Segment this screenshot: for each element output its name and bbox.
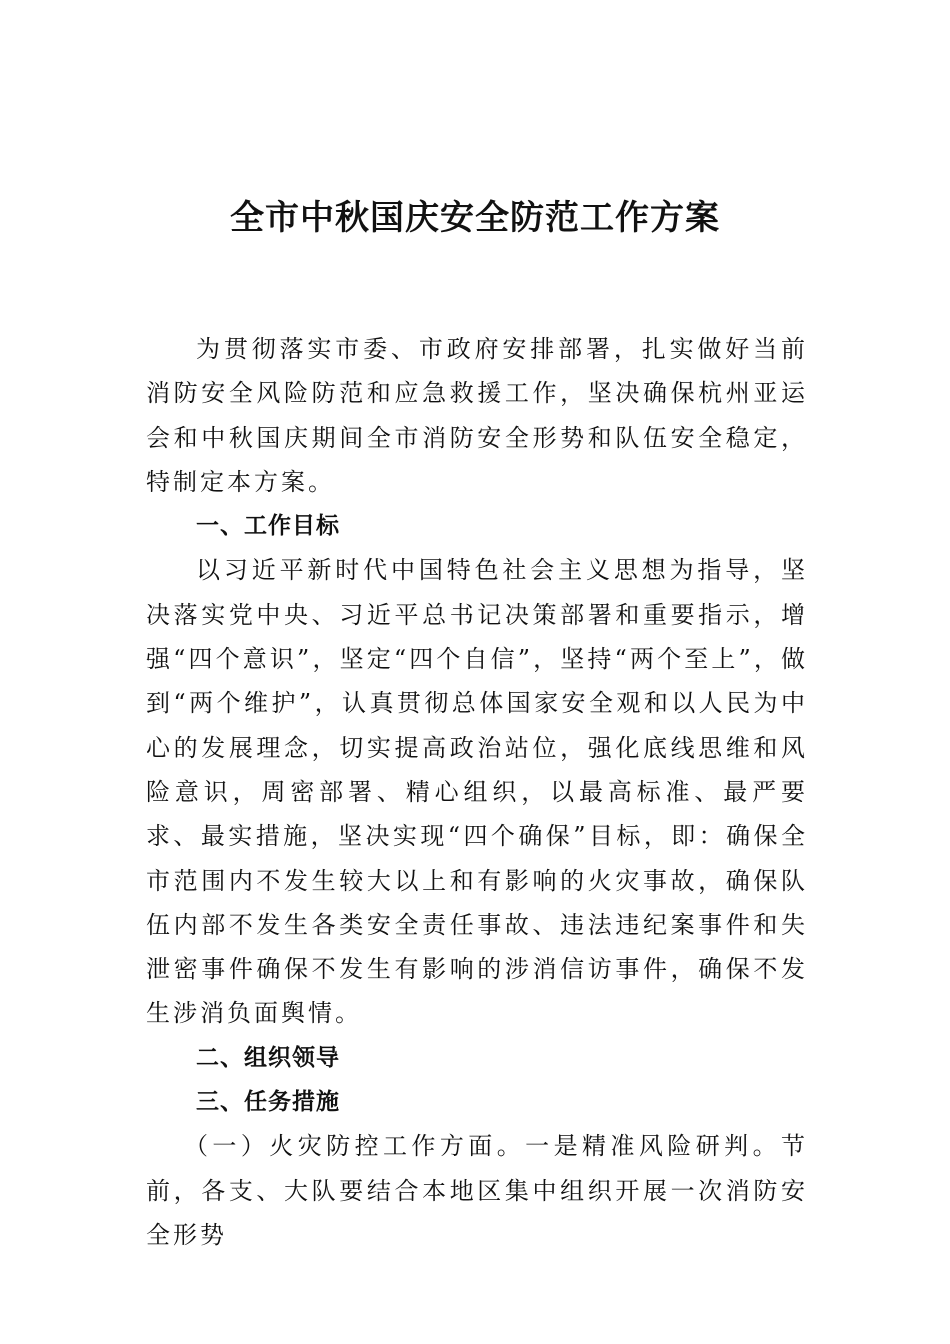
measures-paragraph: （一）火灾防控工作方面。一是精准风险研判。节前，各支、大队要结合本地区集中组织开展一次消防安全形势: [146, 1132, 808, 1249]
section-heading-organization: 二、组织领导: [196, 1044, 340, 1071]
document-body: [146, 327, 808, 1257]
goals-paragraph: 以习近平新时代中国特色社会主义思想为指导，坚决落实党中央、习近平总书记决策部署和重要指示，增强“四个意识”，坚定“四个自信”，坚持“两个至上”，做到“两个维护”，认真贯彻总体国家安全观和以人民为中心的发展理念，切实提高政治站位，强化底线思维和风险意识，周密部署、精心组织，以最高标准、最严要求、最实措施，坚决实现“四个确保”目标，即：确保全市范围内不发生较大以上和有影响的火灾事故，确保队伍内部不发生各类安全责任事故、违法违纪案事件和失泄密事件确保不发生有影响的涉消信访事件，确保不发生涉消负面舆情。: [146, 556, 808, 1028]
document-title: 全市中秋国庆安全防范工作方案: [230, 198, 720, 238]
section-heading-goals: 一、工作目标: [196, 513, 340, 540]
section-heading-measures: 三、任务措施: [196, 1089, 340, 1116]
intro-paragraph: 为贯彻落实市委、市政府安排部署，扎实做好当前消防安全风险防范和应急救援工作，坚决确保杭州亚运会和中秋国庆期间全市消防安全形势和队伍安全稳定，特制定本方案。: [146, 335, 808, 496]
